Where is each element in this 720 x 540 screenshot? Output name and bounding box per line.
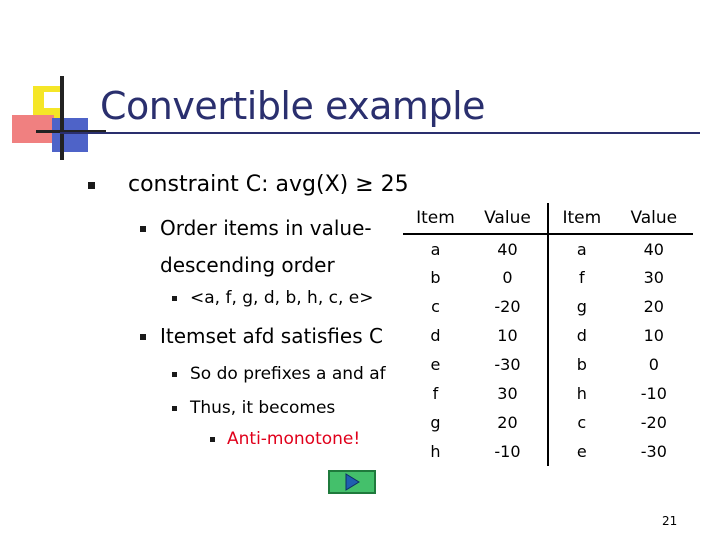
table-cell: h: [548, 379, 615, 408]
anti-monotone-text: Anti-monotone!: [227, 429, 361, 449]
table-cell: 0: [648, 355, 659, 374]
table-cell: 10: [497, 326, 518, 345]
table-cell: 40: [497, 239, 518, 259]
table-cell: h: [430, 442, 441, 461]
table-row: [403, 263, 693, 292]
table-cell: -20: [494, 297, 521, 316]
table-row: [403, 350, 693, 379]
table-cell: -20: [640, 413, 667, 432]
title-underline: [60, 132, 700, 134]
bullet-square-icon: [172, 372, 177, 377]
bullet-square-icon: [140, 334, 146, 340]
table-cell: e: [548, 437, 615, 466]
item-value-table: [403, 203, 693, 466]
table-cell: f: [432, 384, 439, 403]
play-triangle-icon: [343, 473, 361, 491]
table-header-cell: Item: [403, 203, 468, 234]
table-cell: b: [548, 350, 615, 379]
table-cell: e: [430, 355, 441, 374]
table-row: [403, 408, 693, 437]
table-cell: -30: [640, 442, 667, 461]
logo-red-square: [12, 115, 54, 143]
table-cell: c: [431, 297, 440, 316]
table-cell: d: [548, 321, 615, 350]
table-header-row: [403, 203, 693, 234]
next-slide-button[interactable]: [328, 470, 376, 494]
table-row: [403, 437, 693, 466]
table-row: [403, 292, 693, 321]
logo-blue-square: [52, 118, 88, 152]
table-cell: c: [548, 408, 615, 437]
title-logo: [0, 0, 100, 170]
table-cell: d: [430, 326, 441, 345]
table-row: [403, 234, 693, 263]
bullet-square-icon: [88, 182, 95, 189]
order-list-text: <a, f, g, d, b, h, c, e>: [190, 288, 374, 308]
table-cell: a: [548, 234, 615, 263]
slide-title: Convertible example: [100, 84, 486, 128]
table-cell: b: [430, 268, 441, 287]
order-text-line2: descending order: [160, 253, 335, 277]
table-row: [403, 321, 693, 350]
page-number: 21: [662, 514, 678, 528]
itemset-text: Itemset afd satisfies C: [160, 324, 383, 348]
order-text-line1: Order items in value-: [160, 216, 372, 240]
logo-vertical-line: [60, 76, 64, 160]
table-cell: g: [548, 292, 615, 321]
bullet-square-icon: [172, 406, 177, 411]
table-cell: f: [548, 263, 615, 292]
table-cell: -10: [640, 384, 667, 403]
table-cell: 30: [643, 268, 664, 287]
table-cell: 20: [643, 297, 664, 316]
table-header-cell: Value: [468, 203, 548, 234]
bullet-square-icon: [172, 296, 177, 301]
table-row: [403, 379, 693, 408]
bullet-square-icon: [140, 226, 146, 232]
table-cell: 30: [497, 384, 518, 403]
table-cell: -30: [494, 355, 521, 374]
constraint-text: constraint C: avg(X) ≥ 25: [128, 172, 409, 197]
table-cell: a: [430, 239, 441, 259]
table-header-cell: Item: [548, 203, 615, 234]
logo-white-square: [44, 92, 60, 108]
thus-text: Thus, it becomes: [190, 398, 336, 418]
bullet-square-icon: [210, 437, 215, 442]
prefixes-text: So do prefixes a and af: [190, 364, 386, 384]
table-cell: -10: [494, 442, 521, 461]
table-cell: g: [430, 413, 441, 432]
table-cell: 0: [502, 268, 513, 287]
table-cell: 20: [497, 413, 518, 432]
table-cell: 10: [643, 326, 664, 345]
table-header-cell: Value: [615, 203, 693, 234]
table-cell: 40: [643, 239, 664, 259]
